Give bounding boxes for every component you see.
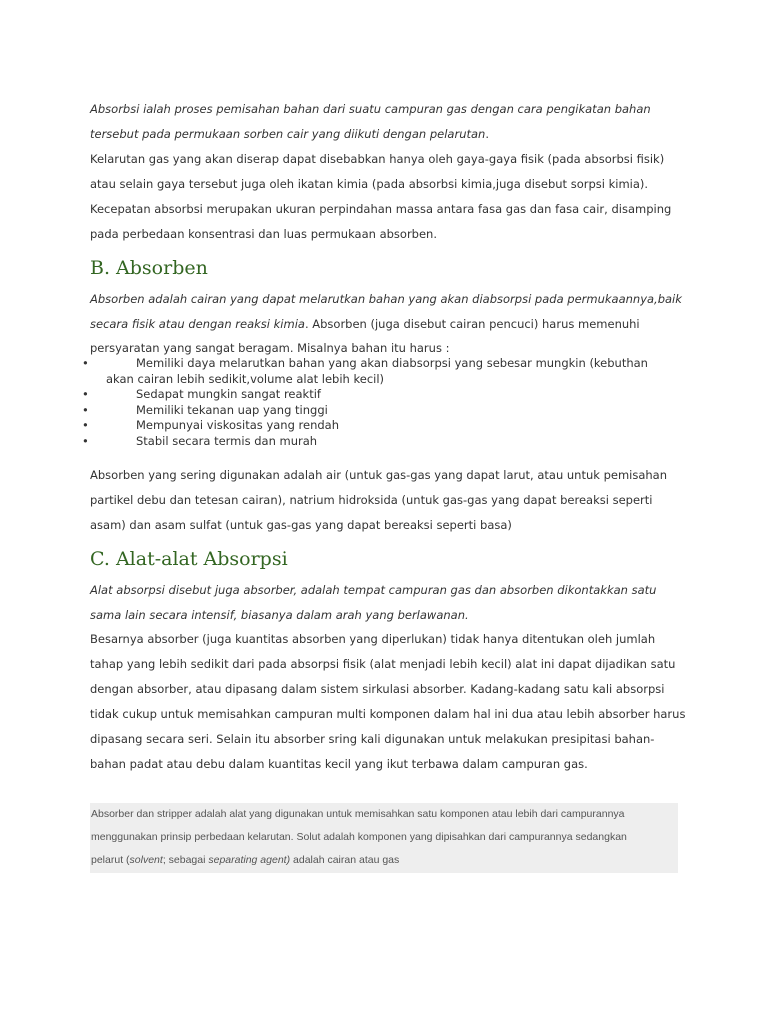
text-line: secara fisik atau dengan reaksi kimia. Absorben (juga disebut cairan pencuci) harus memenuhi — [90, 317, 640, 331]
bullet-icon: • — [82, 387, 89, 401]
bullet-icon: • — [82, 356, 89, 370]
bullet-icon: • — [82, 433, 89, 448]
text-line: dipasang secara seri. Selain itu absorber sring kali digunakan untuk melakukan presipitasi bahan- — [90, 732, 655, 746]
text-line: Absorben yang sering digunakan adalah air (untuk gas-gas yang dapat larut, atau untuk pemisahan — [90, 468, 668, 482]
text-line: Kelarutan gas yang akan diserap dapat disebabkan hanya oleh gaya-gaya fisik (pada absorbsi fisik) — [90, 152, 665, 166]
text-line: pada perbedaan konsentrasi dan luas permukaan absorben. — [90, 227, 437, 241]
absorben-paragraph — [90, 463, 682, 538]
text-line: tidak cukup untuk memisahkan campuran multi komponen dalam hal ini dua atau lebih absorber harus — [90, 707, 686, 721]
note-line: menggunakan prinsip perbedaan kelarutan. Solut adalah komponen yang dipisahkan dari campurannya sedangkan — [91, 831, 627, 843]
bullet-icon: • — [82, 418, 89, 432]
text-line: tersebut pada permukaan sorben cair yang diikuti dengan pelarutan. — [90, 127, 489, 141]
absorben-intro — [90, 287, 682, 359]
text-line: persyaratan yang sangat beragam. Misalnya bahan itu harus : — [90, 341, 450, 355]
list-item: • Sedapat mungkin sangat reaktif — [82, 387, 321, 401]
text-line: tahap yang lebih sedikit dari pada absorpsi fisik (alat menjadi lebih kecil) alat ini dapat dijadikan satu — [90, 657, 676, 671]
bullet-icon: • — [82, 402, 89, 417]
note-line: pelarut (solvent; sebagai separating agent) adalah cairan atau gas — [91, 854, 400, 866]
requirements-list — [0, 356, 700, 449]
text-line: atau selain gaya tersebut juga oleh ikatan kimia (pada absorbsi kimia,juga disebut sorpsi kimia). — [90, 177, 649, 191]
text-line: bahan padat atau debu dalam kuantitas kecil yang ikut terbawa dalam campuran gas. — [90, 757, 588, 771]
section-heading-absorben: B. Absorben — [90, 257, 208, 279]
note-box — [90, 803, 678, 873]
list-item: • Memiliki tekanan uap yang tinggi — [82, 402, 328, 417]
section-heading-alat-absorpsi: C. Alat-alat Absorpsi — [90, 548, 288, 570]
list-item: • Stabil secara termis dan murah — [82, 433, 318, 448]
absorbsi-paragraph — [90, 147, 682, 247]
text-line: Kecepatan absorbsi merupakan ukuran perpindahan massa antara fasa gas dan fasa cair, disamping — [90, 202, 672, 216]
text-line: Absorben adalah cairan yang dapat melarutkan bahan yang akan diabsorpsi pada permukaannya,baik — [90, 292, 682, 306]
text-line: sama lain secara intensif, biasanya dalam arah yang berlawanan. — [90, 608, 469, 622]
text-line: dengan absorber, atau dipasang dalam sistem sirkulasi absorber. Kadang-kadang satu kali absorpsi — [90, 682, 665, 696]
list-item: • Mempunyai viskositas yang rendah — [82, 418, 340, 432]
alat-absorpsi-definition — [90, 578, 682, 628]
list-item: • Memiliki daya melarutkan bahan yang akan diabsorpsi yang sebesar mungkin (kebuthan akan cairan lebih sedikit,volume alat lebih kecil) — [82, 356, 648, 386]
text-line: asam) dan asam sulfat (untuk gas-gas yang dapat bereaksi seperti basa) — [90, 518, 512, 532]
note-line: Absorber dan stripper adalah alat yang digunakan untuk memisahkan satu komponen atau lebih dari campurannya — [91, 808, 625, 820]
alat-absorpsi-paragraph — [90, 627, 686, 777]
absorbsi-definition — [90, 97, 682, 147]
text-line: partikel debu dan tetesan cairan), natrium hidroksida (untuk gas-gas yang dapat bereaksi seperti — [90, 493, 653, 507]
text-line: Absorbsi ialah proses pemisahan bahan dari suatu campuran gas dengan cara pengikatan bahan — [90, 102, 651, 116]
text-line: Besarnya absorber (juga kuantitas absorben yang diperlukan) tidak hanya ditentukan oleh jumlah — [90, 632, 656, 646]
text-line: Alat absorpsi disebut juga absorber, adalah tempat campuran gas dan absorben dikontakkan satu — [90, 583, 657, 597]
